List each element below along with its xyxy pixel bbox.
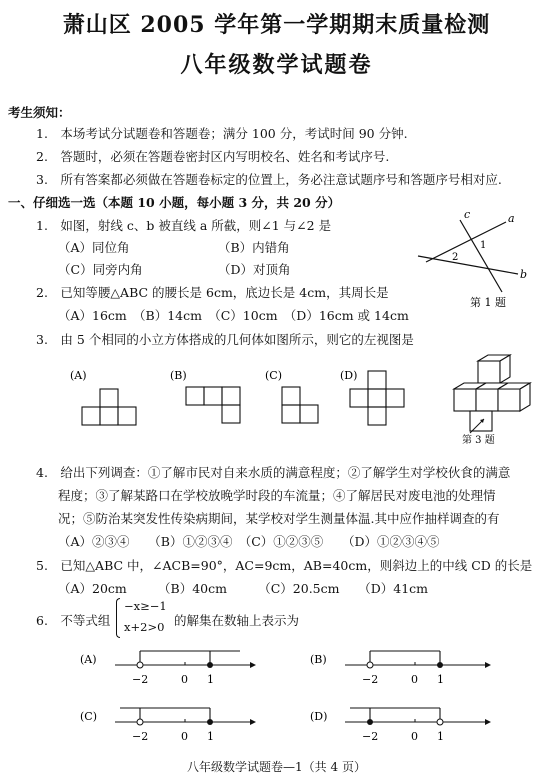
q5-stem: 5. 已知△ABC 中，∠ACB=90°，AC=9cm，AB=40cm，则斜边上的中线 CD 的长是 — [36, 558, 533, 573]
tick-label: −2 — [362, 673, 379, 686]
numberline-d-label: (D) — [310, 710, 328, 723]
tick-label: 0 — [411, 673, 418, 686]
exam-title: 萧山区 2005 学年第一学期期末质量检测 — [62, 12, 491, 38]
q3-label-c: (C) — [265, 369, 282, 382]
notice-item-1: 1. 本场考试分试题卷和答题卷；满分 100 分，考试时间 90 分钟. — [36, 126, 408, 141]
notice-item-3: 3. 所有答案都必须做在答题卷标定的位置上，务必注意试题序号和答题序号相对应. — [36, 172, 502, 187]
q4-options: （A）②③④ （B）①②③④ （C）①②③⑤ （D）①②③④⑤ — [58, 534, 440, 549]
tick-label: −2 — [362, 730, 379, 743]
q2-options: （A）16cm （B）14cm （C）10cm （D）16cm 或 14cm — [58, 308, 409, 323]
label-a: a — [508, 212, 515, 225]
q6-stem-prefix: 6. 不等式组 — [36, 613, 111, 628]
numberline-b — [310, 645, 510, 695]
numberline-a — [60, 645, 260, 695]
system-brace — [116, 598, 120, 638]
tick-label: 1 — [207, 730, 214, 743]
numberline-b-label: (B) — [310, 653, 327, 666]
tick-label: −2 — [132, 673, 149, 686]
label-c: c — [464, 208, 471, 221]
q1-option-c: （C）同旁内角 — [58, 262, 143, 277]
numberline-d — [310, 702, 510, 752]
q1-option-a: （A）同位角 — [58, 240, 130, 255]
q3-figure-caption: 第 3 题 — [462, 435, 495, 446]
q1-stem: 1. 如图，射线 c、b 被直线 a 所截，则∠1 与∠2 是 — [36, 218, 332, 233]
q6-inequality-1: −x≥−1 — [124, 599, 167, 613]
tick-label: −2 — [132, 730, 149, 743]
q4-line-2: 程度；③了解某路口在学校放晚学时段的车流量；④了解居民对废电池的处理情 — [58, 488, 496, 503]
q6-inequality-2: x+2>0 — [124, 620, 165, 634]
tick-label: 0 — [411, 730, 418, 743]
q1-option-d: （D）对顶角 — [218, 262, 291, 277]
q1-figure — [390, 206, 540, 309]
numberline-c-label: (C) — [80, 710, 97, 723]
numberline-c — [60, 702, 260, 752]
q1-option-b: （B）内错角 — [218, 240, 290, 255]
q3-label-d: (D) — [340, 369, 358, 382]
q4-line-3: 况；⑤防治某突发性传染病期间，某学校对学生测量体温.其中应作抽样调查的有 — [58, 511, 500, 526]
label-b: b — [520, 268, 528, 281]
q3-solid-figure — [440, 355, 540, 445]
tick-label: 0 — [181, 730, 188, 743]
q3-label-b: (B) — [170, 369, 187, 382]
q3-label-a: (A) — [70, 369, 87, 382]
q2-stem: 2. 已知等腰△ABC 的腰长是 6cm，底边长是 4cm，其周长是 — [36, 285, 389, 300]
q3-stem: 3. 由 5 个相同的小立方体搭成的几何体如图所示，则它的左视图是 — [36, 332, 414, 347]
q4-line-1: 4. 给出下列调查：①了解市民对自来水质的满意程度；②了解学生对学校伙食的满意 — [36, 465, 511, 480]
tick-label: 0 — [181, 673, 188, 686]
q6-stem-suffix: 的解集在数轴上表示为 — [174, 613, 300, 628]
page-footer: 八年级数学试题卷—1（共 4 页） — [187, 760, 366, 774]
tick-label: 1 — [207, 673, 214, 686]
notice-heading: 考生须知： — [8, 105, 71, 120]
angle-2-label: 2 — [452, 252, 459, 263]
exam-subtitle: 八年级数学试题卷 — [180, 52, 373, 78]
numberline-a-label: (A) — [80, 653, 97, 666]
tick-label: 1 — [437, 673, 444, 686]
q3-options-figure — [60, 365, 410, 445]
angle-1-label: 1 — [480, 240, 487, 251]
q1-figure-caption: 第 1 题 — [470, 296, 506, 309]
tick-label: 1 — [437, 730, 444, 743]
section-heading: 一、仔细选一选（本题 10 小题，每小题 3 分，共 20 分） — [8, 195, 341, 210]
q5-options: （A）20cm （B）40cm （C）20.5cm （D）41cm — [58, 581, 429, 596]
notice-item-2: 2. 答题时，必须在答题卷密封区内写明校名、姓名和考试序号. — [36, 149, 390, 164]
